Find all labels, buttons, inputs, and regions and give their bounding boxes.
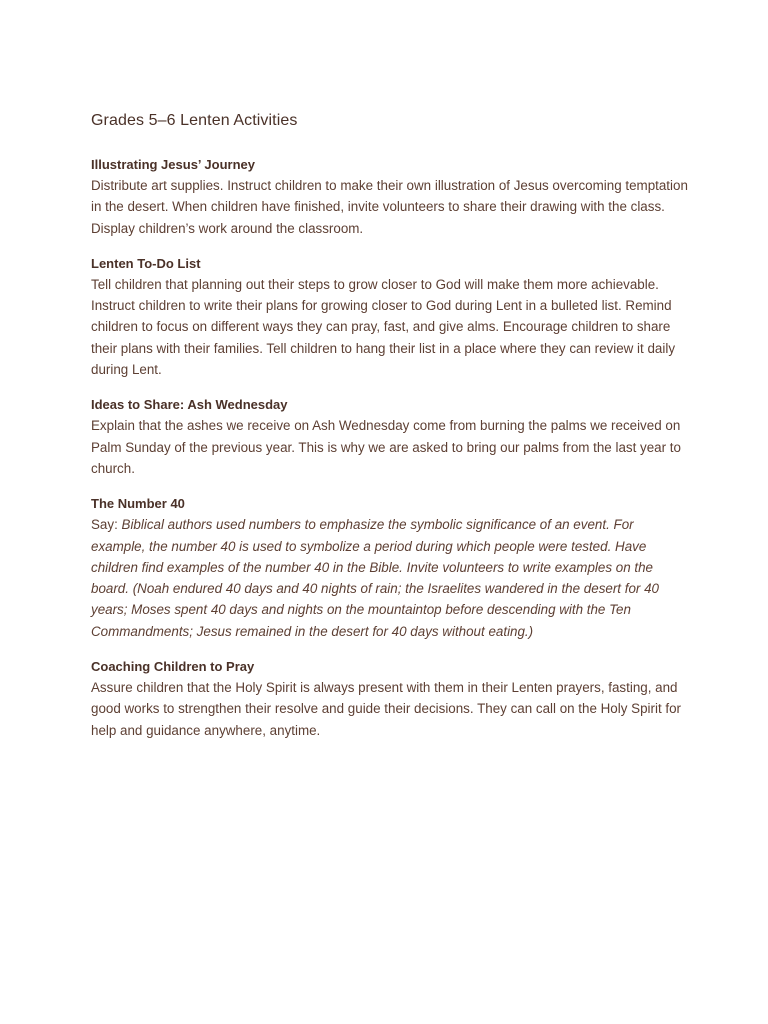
section-body: Distribute art supplies. Instruct children to make their own illustration of Jesus overcoming temptation in the desert. When children have finished, invite volunteers to share their drawing with the class. Display children’s work around the classroom. — [91, 178, 688, 236]
section-number-40 — [91, 493, 691, 642]
section-heading: Ideas to Share: Ash Wednesday — [91, 397, 288, 413]
document-page — [91, 111, 691, 755]
section-coaching-pray — [91, 656, 691, 741]
section-body — [91, 514, 691, 642]
section-heading: The Number 40 — [91, 496, 185, 512]
section-body: Assure children that the Holy Spirit is always present with them in their Lenten prayers, fasting, and good works to strengthen their resolve and guide their decisions. They can call on the Holy Spirit for help and guidance anywhere, anytime. — [91, 680, 682, 738]
section-heading: Coaching Children to Pray — [91, 659, 255, 675]
section-lenten-todo-list — [91, 253, 691, 380]
section-heading: Illustrating Jesus’ Journey — [91, 157, 255, 172]
section-body: Explain that the ashes we receive on Ash Wednesday come from burning the palms we received on Palm Sunday of the previous year. This is why we are asked to bring our palms from the last year to church. — [91, 418, 681, 476]
say-lead: Say: — [91, 517, 122, 533]
quoted-text: Biblical authors used numbers to emphasize the symbolic significance of an event. For example, the number 40 is used to symbolize a period during which people were tested. Have children find examples of the number 40 in the Bible. Invite volunteers to write examples on the board. (Noah endured 40 days and 40 nights of rain; the Israelites wandered in the desert for 40 years; Moses spent 40 days and nights on the mountaintop before descending with the Ten Commandments; Jesus remained in the desert for 40 days without eating.) — [91, 517, 659, 639]
section-body: Tell children that planning out their steps to grow closer to God will make them more achievable. Instruct children to write their plans for growing closer to God during Lent in a bulleted list. Remind children to focus on different ways they can pray, fast, and give alms. Encourage children to share their plans with their families. Tell children to hang their list in a place where they can review it daily during Lent. — [91, 276, 676, 378]
section-ash-wednesday — [91, 394, 691, 479]
document-title: Grades 5–6 Lenten Activities — [91, 112, 298, 129]
section-illustrating-journey — [91, 154, 691, 239]
section-heading: Lenten To-Do List — [91, 255, 201, 271]
